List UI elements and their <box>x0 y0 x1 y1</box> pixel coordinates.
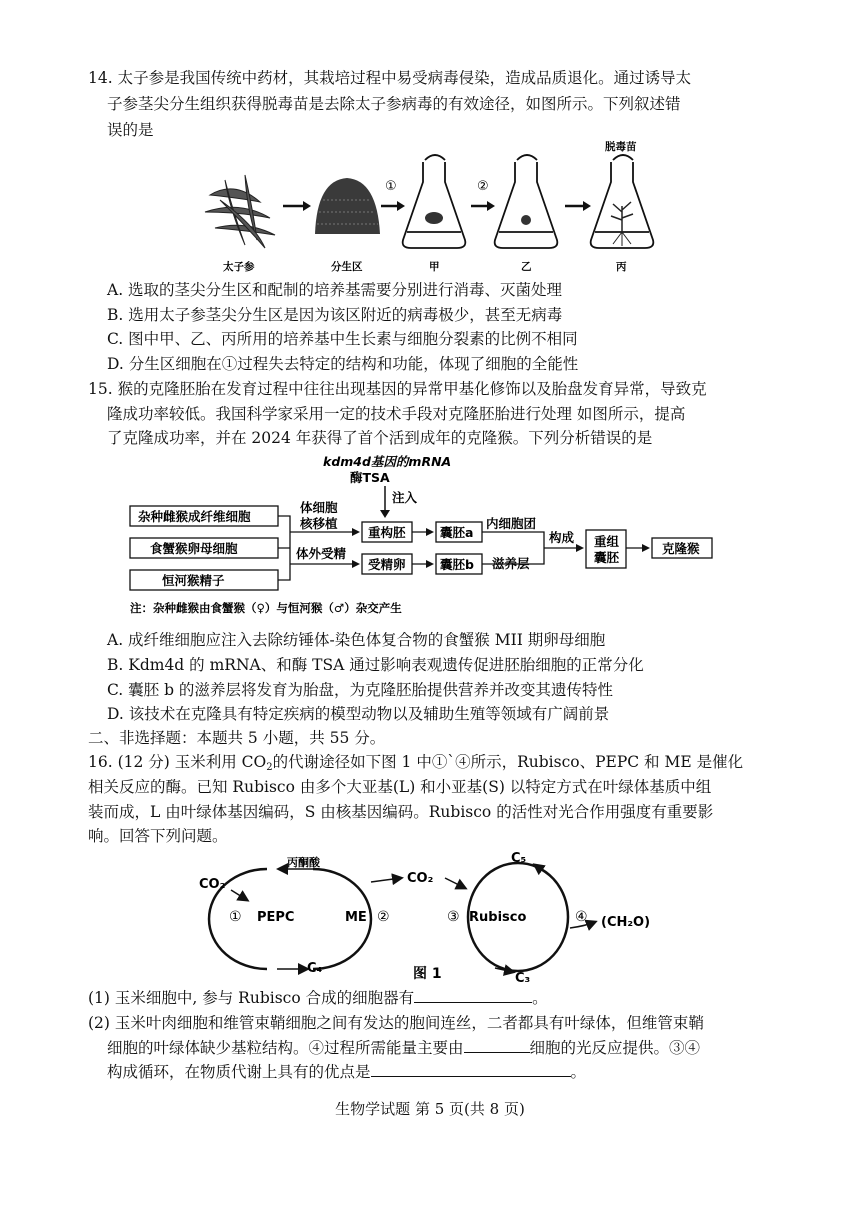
step-1-num: ① <box>229 909 242 925</box>
mrna-label: kdm4d基因的mRNA <box>323 454 452 469</box>
label-meristem: 分生区 <box>331 261 363 273</box>
blastocyst-a: 囊胚a <box>440 525 474 540</box>
q16-sub1 <box>88 988 548 1008</box>
label-yi: 乙 <box>521 261 532 273</box>
process-scnt-2: 核移植 <box>300 516 338 531</box>
q14-figure <box>195 140 665 275</box>
process-ivf: 体外受精 <box>296 546 347 561</box>
q14-option-c: C. 图中甲、乙、丙所用的培养基中生长素与细胞分裂素的比例不相同 <box>107 330 578 348</box>
ch2o-label: (CH₂O) <box>601 915 651 930</box>
process-scnt-1: 体细胞 <box>300 500 338 515</box>
detox-seedling-label: 脱毒苗 <box>605 141 637 153</box>
meristem-drawing <box>315 178 380 234</box>
q15-option-b: B. Kdm4d 的 mRNA、和酶 TSA 通过影响表观遗传促进胚胎细胞的正常分化 <box>107 656 644 674</box>
section-heading: 二、非选择题：本题共 5 小题，共 55 分。 <box>88 729 386 747</box>
ginseng-roots-drawing <box>205 175 275 248</box>
q14-option-b: B. 选用太子参茎尖分生区是因为该区附近的病毒极少，甚至无病毒 <box>107 306 563 324</box>
step-3-num: ③ <box>447 909 460 925</box>
q16-sub2-line3-b: 。 <box>570 1063 587 1081</box>
q16-sub2-line2-a: 细胞的叶绿体缺少基粒结构。④过程所需能量主要由 <box>107 1039 464 1057</box>
fertilized-egg: 受精卵 <box>368 557 406 572</box>
inject-label: 注入 <box>392 490 418 505</box>
step-4-num: ④ <box>575 909 588 925</box>
c3-label: C₃ <box>515 971 531 986</box>
answer-blank-3[interactable] <box>371 1062 571 1077</box>
q16-stem-line3: 装而成，L 由叶绿体基因编码，S 由核基因编码。Rubisco 的活性对光合作用强度有重要影 <box>88 803 714 821</box>
q14-stem-line3: 误的是 <box>107 121 154 139</box>
q15-option-a: A. 成纤维细胞应注入去除纺锤体-染色体复合物的食蟹猴 MII 期卵母细胞 <box>107 631 606 649</box>
co2-mid-label: CO₂ <box>407 871 434 886</box>
page-footer: 生物学试题 第 5 页(共 8 页) <box>335 1100 525 1118</box>
figure-caption: 图 1 <box>413 966 442 982</box>
q16-line1-part-b: 的代谢途径如下图 1 中①`④所示，Rubisco、PEPC 和 ME 是催化 <box>272 753 744 771</box>
step-1-label: ① <box>385 179 397 194</box>
q15-option-c: C. 囊胚 b 的滋养层将发育为胎盘，为克隆胚胎提供营养并改变其遗传特性 <box>107 681 613 699</box>
inner-cell-mass-label: 内细胞团 <box>486 516 537 531</box>
compose-label: 构成 <box>549 530 575 545</box>
q16-figure-1 <box>195 848 665 986</box>
q16-sub2-line2-b: 细胞的光反应提供。③④ <box>529 1039 701 1057</box>
q16-sub2-line3-a: 构成循环，在物质代谢上具有的优点是 <box>107 1063 371 1081</box>
c5-label: C₅ <box>511 851 527 866</box>
blastocyst-b: 囊胚b <box>440 557 474 572</box>
cloned-monkey: 克隆猴 <box>662 541 700 556</box>
q16-sub1-end: 。 <box>532 989 548 1007</box>
q14-option-a: A. 选取的茎尖分生区和配制的培养基需要分别进行消毒、灭菌处理 <box>107 281 563 299</box>
q15-figure <box>120 452 720 622</box>
label-bing: 丙 <box>616 261 627 273</box>
me-label: ME <box>345 910 367 925</box>
q15-stem-line1: 15. 猴的克隆胚胎在发育过程中往往出现基因的异常甲基化修饰以及胎盘发育异常，导致克 <box>88 380 707 398</box>
box-crab-oocyte: 食蟹猴卵母细胞 <box>150 541 238 556</box>
recombined-blastocyst-2: 囊胚 <box>594 550 620 565</box>
pepc-label: PEPC <box>257 910 295 925</box>
label-jia: 甲 <box>429 261 440 273</box>
recombined-blastocyst-1: 重组 <box>594 534 620 549</box>
q14-option-d: D. 分生区细胞在①过程失去特定的结构和功能，体现了细胞的全能性 <box>107 355 579 373</box>
q16-stem-line1: 16. (12 分) 玉米利用 $CO_2$的代谢途径如下图 1 中①`④所示，Rubisco、PEPC 和 ME 是催化 <box>88 753 744 773</box>
q14-stem-line2: 子参茎尖分生组织获得脱毒苗是去除太子参病毒的有效途径，如图所示。下列叙述错 <box>107 95 681 113</box>
q15-stem-line3: 了克隆成功率，并在 2024 年获得了首个活到成年的克隆猴。下列分析错误的是 <box>107 429 653 447</box>
enzyme-label: 酶TSA <box>350 470 390 485</box>
step-2-num: ② <box>377 909 390 925</box>
q16-sub1-text: (1) 玉米细胞中, 参与 Rubisco 合成的细胞器有 <box>88 989 415 1007</box>
reconstructed-embryo: 重构胚 <box>368 525 406 540</box>
q16-sub2-line1: (2) 玉米叶肉细胞和维管束鞘细胞之间有发达的胞间连丝，二者都具有叶绿体，但维管束鞘 <box>88 1014 704 1032</box>
co2-left-label: CO₂ <box>199 877 226 892</box>
q16-line1-part-a: 16. (12 分) 玉米利用 CO <box>88 753 267 771</box>
q16-stem-line4: 响。回答下列问题。 <box>88 827 228 845</box>
q15-stem-line2: 隆成功率较低。我国科学家采用一定的技术手段对克隆胚胎进行处理 如图所示，提高 <box>107 405 686 423</box>
answer-blank-2[interactable] <box>464 1038 530 1053</box>
trophoblast-label: 滋养层 <box>492 556 530 571</box>
label-taizishen: 太子参 <box>223 261 255 273</box>
flask-yi <box>495 155 558 248</box>
box-rhesus-sperm: 恒河猴精子 <box>162 573 225 588</box>
q15-option-d: D. 该技术在克隆具有特定疾病的模型动物以及辅助生殖等领域有广阔前景 <box>107 705 610 723</box>
answer-blank-1[interactable] <box>414 988 532 1003</box>
c4-label: C₄ <box>307 961 323 976</box>
rubisco-label: Rubisco <box>469 910 527 925</box>
q16-stem-line2: 相关反应的酶。已知 Rubisco 由多个大亚基(L) 和小亚基(S) 以特定方式在叶绿体基质中组 <box>88 778 712 796</box>
step-2-label: ② <box>477 179 489 194</box>
box-hybrid-fibroblast: 杂种雌猴成纤维细胞 <box>138 509 251 524</box>
q14-stem-line1: 14. 太子参是我国传统中药材，其栽培过程中易受病毒侵染，造成品质退化。通过诱导太 <box>88 69 692 87</box>
flask-jia <box>403 155 466 248</box>
q16-sub2-line2 <box>107 1038 700 1058</box>
q16-sub2-line3 <box>107 1062 586 1082</box>
figure-note: 注：杂种雌猴由食蟹猴（♀）与恒河猴（♂）杂交产生 <box>130 601 402 615</box>
pyruvate-label: 丙酮酸 <box>287 856 320 869</box>
